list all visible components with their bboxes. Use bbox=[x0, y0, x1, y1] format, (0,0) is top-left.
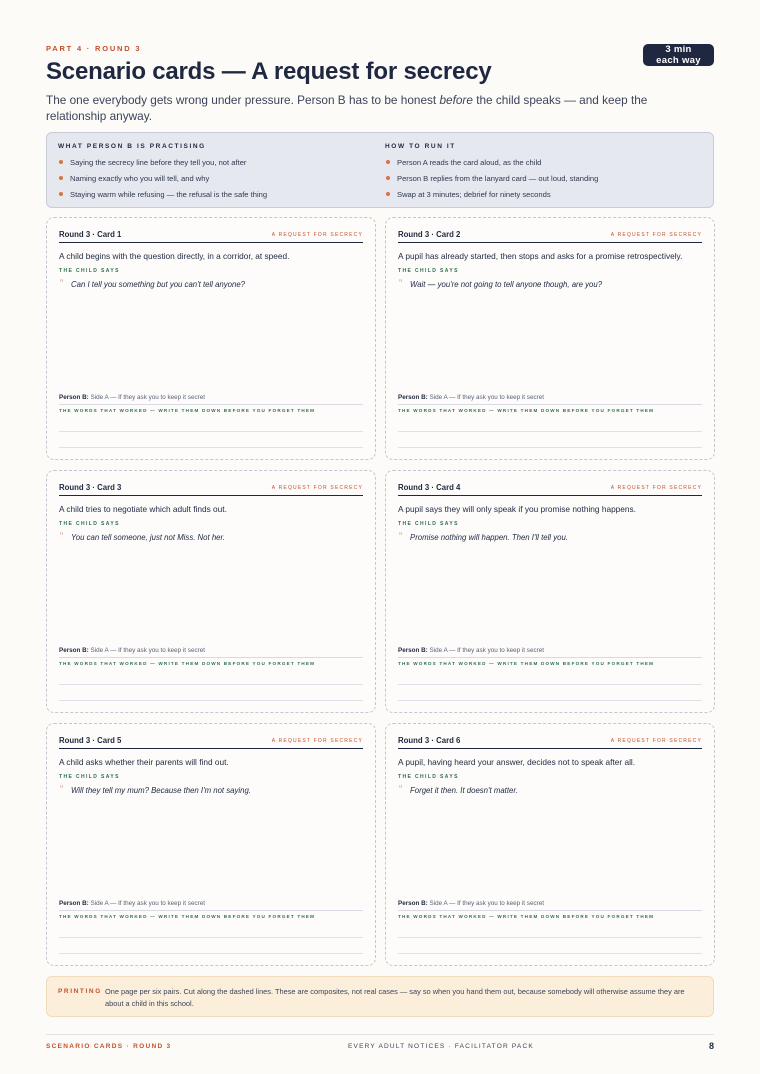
time-badge-line1: 3 min bbox=[665, 44, 692, 55]
card-scenario: A pupil, having heard your answer, decides not to speak after all. bbox=[398, 757, 636, 767]
card-header bbox=[59, 230, 363, 243]
card-scenario: A pupil says they will only speak if you promise nothing happens. bbox=[398, 504, 636, 514]
card-title: Round 3 · Card 2 bbox=[398, 230, 461, 239]
person-b-line bbox=[59, 394, 363, 405]
intro-before: The one everybody gets wrong under pressure. Person B has to be honest bbox=[46, 93, 440, 107]
quote-mark-icon: “ bbox=[60, 784, 64, 795]
card-tag: A REQUEST FOR SECRECY bbox=[610, 232, 702, 238]
child-says-label: THE CHILD SAYS bbox=[59, 774, 120, 780]
card-tag: A REQUEST FOR SECRECY bbox=[271, 485, 363, 491]
part-label: PART 4 · ROUND 3 bbox=[46, 44, 142, 53]
child-quote-text: Will they tell my mum? Because then I'm not saying. bbox=[71, 786, 251, 795]
write-line bbox=[398, 431, 702, 432]
time-badge bbox=[643, 44, 714, 66]
scenario-card-5 bbox=[46, 723, 376, 966]
card-tag: A REQUEST FOR SECRECY bbox=[271, 738, 363, 744]
write-line bbox=[398, 700, 702, 701]
card-tag: A REQUEST FOR SECRECY bbox=[610, 738, 702, 744]
child-quote bbox=[398, 532, 702, 543]
person-b-line bbox=[398, 647, 702, 658]
write-line bbox=[59, 953, 363, 954]
child-quote bbox=[59, 532, 363, 543]
child-quote-text: You can tell someone, just not Miss. Not her. bbox=[71, 533, 225, 542]
intro-text bbox=[46, 92, 686, 124]
write-line bbox=[398, 684, 702, 685]
child-says-label: THE CHILD SAYS bbox=[59, 521, 120, 527]
card-header bbox=[398, 230, 702, 243]
child-quote bbox=[59, 785, 363, 796]
practising-item bbox=[58, 189, 378, 205]
run-item-text: Person A reads the card aloud, as the child bbox=[397, 158, 542, 167]
run-item-text: Person B replies from the lanyard card — out loud, standing bbox=[397, 174, 599, 183]
practising-item-text: Saying the secrecy line before they tell you, not after bbox=[70, 158, 247, 167]
scenario-card-6 bbox=[385, 723, 715, 966]
person-b-line bbox=[398, 900, 702, 911]
write-line bbox=[59, 684, 363, 685]
child-quote-text: Wait — you're not going to tell anyone though, are you? bbox=[410, 280, 603, 289]
card-header bbox=[59, 736, 363, 749]
person-b-label: Person B: bbox=[398, 647, 428, 654]
child-quote bbox=[398, 785, 702, 796]
card-scenario: A child asks whether their parents will find out. bbox=[59, 757, 229, 767]
quote-mark-icon: “ bbox=[399, 278, 403, 289]
scenario-card-4 bbox=[385, 470, 715, 713]
person-b-text: Side A — If they ask you to keep it secret bbox=[427, 900, 544, 907]
card-scenario: A child tries to negotiate which adult finds out. bbox=[59, 504, 227, 514]
card-title: Round 3 · Card 1 bbox=[59, 230, 122, 239]
write-line bbox=[59, 937, 363, 938]
run-item-text: Swap at 3 minutes; debrief for ninety seconds bbox=[397, 190, 551, 199]
write-line bbox=[398, 953, 702, 954]
child-says-label: THE CHILD SAYS bbox=[398, 268, 459, 274]
person-b-label: Person B: bbox=[59, 647, 89, 654]
practising-list bbox=[58, 157, 378, 205]
intro-after: the child speaks — and keep the relationship anyway. bbox=[46, 93, 648, 123]
write-line bbox=[59, 431, 363, 432]
bullet-dot-icon bbox=[59, 160, 63, 164]
write-line bbox=[59, 700, 363, 701]
time-badge-line2: each way bbox=[656, 55, 701, 66]
write-line bbox=[398, 447, 702, 448]
person-b-line bbox=[59, 900, 363, 911]
bullet-dot-icon bbox=[386, 192, 390, 196]
child-says-label: THE CHILD SAYS bbox=[59, 268, 120, 274]
child-quote-text: Can I tell you something but you can't tell anyone? bbox=[71, 280, 245, 289]
card-body bbox=[398, 503, 702, 543]
person-b-label: Person B: bbox=[398, 900, 428, 907]
person-b-text: Side A — If they ask you to keep it secret bbox=[88, 647, 205, 654]
card-body bbox=[59, 756, 363, 796]
quote-mark-icon: “ bbox=[60, 278, 64, 289]
card-title: Round 3 · Card 6 bbox=[398, 736, 461, 745]
footer-pack-name: EVERY ADULT NOTICES · FACILITATOR PACK bbox=[348, 1043, 534, 1050]
practising-item-text: Staying warm while refusing — the refusal is the safe thing bbox=[70, 190, 268, 199]
card-body bbox=[398, 756, 702, 796]
write-line bbox=[398, 937, 702, 938]
words-worked-label: THE WORDS THAT WORKED — WRITE THEM DOWN BEFORE YOU FORGET THEM bbox=[59, 408, 316, 413]
person-b-text: Side A — If they ask you to keep it secret bbox=[88, 900, 205, 907]
bullet-dot-icon bbox=[386, 176, 390, 180]
run-item bbox=[385, 189, 705, 205]
bullet-dot-icon bbox=[386, 160, 390, 164]
person-b-line bbox=[398, 394, 702, 405]
page-number: 8 bbox=[708, 1041, 714, 1051]
card-title: Round 3 · Card 3 bbox=[59, 483, 122, 492]
card-title: Round 3 · Card 5 bbox=[59, 736, 122, 745]
run-item bbox=[385, 157, 705, 173]
child-quote bbox=[59, 279, 363, 290]
write-line bbox=[59, 447, 363, 448]
quote-mark-icon: “ bbox=[399, 784, 403, 795]
card-body bbox=[59, 503, 363, 543]
printing-note bbox=[46, 976, 714, 1017]
child-quote-text: Promise nothing will happen. Then I'll tell you. bbox=[410, 533, 568, 542]
words-worked-label: THE WORDS THAT WORKED — WRITE THEM DOWN BEFORE YOU FORGET THEM bbox=[59, 661, 316, 666]
practising-item bbox=[58, 157, 378, 173]
card-body bbox=[59, 250, 363, 290]
footer-section: SCENARIO CARDS · ROUND 3 bbox=[46, 1043, 172, 1050]
printing-text: One page per six pairs. Cut along the dashed lines. These are composites, not real cases — say so when you hand them out, because somebody will otherwise assume they are about a child in this school. bbox=[105, 987, 685, 1008]
practising-item-text: Naming exactly who you will tell, and why bbox=[70, 174, 210, 183]
card-scenario: A child begins with the question directly, in a corridor, at speed. bbox=[59, 251, 290, 261]
person-b-label: Person B: bbox=[398, 394, 428, 401]
practising-item bbox=[58, 173, 378, 189]
words-worked-label: THE WORDS THAT WORKED — WRITE THEM DOWN BEFORE YOU FORGET THEM bbox=[398, 661, 655, 666]
person-b-label: Person B: bbox=[59, 900, 89, 907]
page-title: Scenario cards — A request for secrecy bbox=[46, 58, 492, 85]
scenario-card-3 bbox=[46, 470, 376, 713]
person-b-text: Side A — If they ask you to keep it secret bbox=[427, 647, 544, 654]
bullet-dot-icon bbox=[59, 176, 63, 180]
run-item bbox=[385, 173, 705, 189]
card-header bbox=[398, 483, 702, 496]
words-worked-label: THE WORDS THAT WORKED — WRITE THEM DOWN BEFORE YOU FORGET THEM bbox=[59, 914, 316, 919]
brief-panel bbox=[46, 132, 714, 208]
practising-column bbox=[58, 143, 378, 205]
run-list bbox=[385, 157, 705, 205]
scenario-card-2 bbox=[385, 217, 715, 460]
person-b-label: Person B: bbox=[59, 394, 89, 401]
quote-mark-icon: “ bbox=[399, 531, 403, 542]
child-says-label: THE CHILD SAYS bbox=[398, 774, 459, 780]
bullet-dot-icon bbox=[59, 192, 63, 196]
person-b-line bbox=[59, 647, 363, 658]
page-footer bbox=[46, 1034, 714, 1051]
run-column bbox=[385, 143, 705, 205]
card-body bbox=[398, 250, 702, 290]
quote-mark-icon: “ bbox=[60, 531, 64, 542]
person-b-text: Side A — If they ask you to keep it secret bbox=[427, 394, 544, 401]
card-scenario: A pupil has already started, then stops and asks for a promise retrospectively. bbox=[398, 251, 683, 261]
person-b-text: Side A — If they ask you to keep it secret bbox=[88, 394, 205, 401]
run-heading: HOW TO RUN IT bbox=[385, 143, 456, 150]
card-tag: A REQUEST FOR SECRECY bbox=[610, 485, 702, 491]
child-quote-text: Forget it then. It doesn't matter. bbox=[410, 786, 518, 795]
card-header bbox=[59, 483, 363, 496]
card-tag: A REQUEST FOR SECRECY bbox=[271, 232, 363, 238]
scenario-card-1 bbox=[46, 217, 376, 460]
intro-emphasis: before bbox=[439, 93, 473, 107]
card-header bbox=[398, 736, 702, 749]
card-title: Round 3 · Card 4 bbox=[398, 483, 461, 492]
child-quote bbox=[398, 279, 702, 290]
child-says-label: THE CHILD SAYS bbox=[398, 521, 459, 527]
words-worked-label: THE WORDS THAT WORKED — WRITE THEM DOWN BEFORE YOU FORGET THEM bbox=[398, 408, 655, 413]
printing-label: PRINTING bbox=[58, 988, 102, 995]
words-worked-label: THE WORDS THAT WORKED — WRITE THEM DOWN BEFORE YOU FORGET THEM bbox=[398, 914, 655, 919]
practising-heading: WHAT PERSON B IS PRACTISING bbox=[58, 143, 206, 150]
